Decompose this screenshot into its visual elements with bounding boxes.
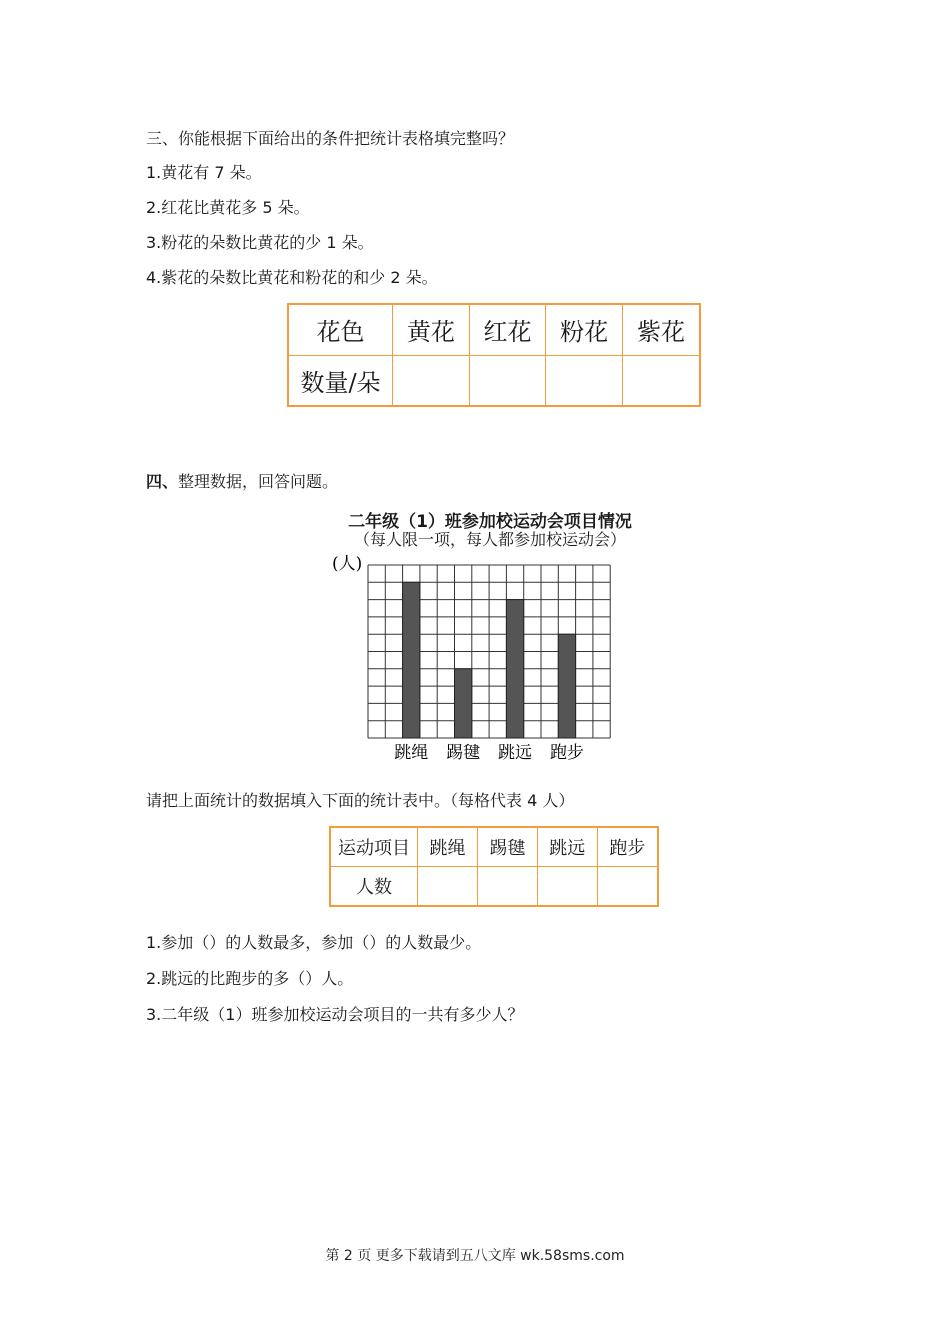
section4-instruction: 请把上面统计的数据填入下面的统计表中。（每格代表 4 人）: [146, 791, 575, 810]
flower-row-label: 数量/朵: [288, 355, 393, 406]
flower-value-cell[interactable]: [393, 355, 470, 406]
x-label: 跳远: [498, 743, 533, 763]
chart-subtitle: （每人限一项，每人都参加校运动会）: [353, 530, 626, 549]
condition-1: 1.黄花有 7 朵。: [146, 163, 262, 182]
page-footer: 第 2 页 更多下载请到五八文库 wk.58sms.com: [325, 1248, 625, 1264]
sport-value-cell[interactable]: [418, 867, 478, 907]
section4-title: [146, 472, 338, 492]
sport-table-header: [330, 827, 658, 867]
section3-title: 三、你能根据下面给出的条件把统计表格填完整吗？: [146, 129, 515, 148]
flower-header-cell: 红花: [469, 304, 546, 355]
flower-table: [287, 303, 701, 407]
condition-2: 2.红花比黄花多 5 朵。: [146, 198, 310, 217]
sport-header-cell: 跳绳: [418, 827, 478, 867]
sport-header-cell: 踢毽: [477, 827, 537, 867]
sport-header-cell: 跳远: [537, 827, 597, 867]
question-2: 2.跳远的比跑步的多（）人。: [146, 969, 354, 988]
condition-4: 4.紫花的朵数比黄花和粉花的和少 2 朵。: [146, 268, 438, 287]
sport-value-cell[interactable]: [597, 867, 658, 907]
bar-2: [506, 600, 523, 738]
flower-header-cell: 黄花: [393, 304, 470, 355]
section4-title-text: 整理数据，回答问题。: [178, 472, 339, 491]
sport-value-cell[interactable]: [477, 867, 537, 907]
bar-1: [455, 669, 472, 738]
flower-table-header: [288, 304, 700, 355]
bar-3: [558, 634, 575, 738]
flower-value-cell[interactable]: [469, 355, 546, 406]
flower-header-cell: 花色: [288, 304, 393, 355]
chart-x-labels: [394, 743, 584, 763]
question-3: 3.二年级（1）班参加校运动会项目的一共有多少人？: [146, 1005, 524, 1024]
bar-chart: [330, 550, 630, 765]
chart-ylabel: (人): [332, 554, 363, 574]
x-label: 踢毽: [446, 743, 481, 763]
question-1: 1.参加（）的人数最多，参加（）的人数最少。: [146, 933, 482, 952]
flower-header-cell: 粉花: [546, 304, 623, 355]
section4-title-number: 四、: [146, 472, 179, 491]
sport-table-row: [330, 867, 658, 907]
sport-header-cell: 运动项目: [330, 827, 418, 867]
flower-value-cell[interactable]: [546, 355, 623, 406]
sport-table: [329, 826, 659, 907]
flower-value-cell[interactable]: [623, 355, 700, 406]
flower-table-row: [288, 355, 700, 406]
x-label: 跑步: [549, 743, 584, 763]
sport-value-cell[interactable]: [537, 867, 597, 907]
sport-header-cell: 跑步: [597, 827, 658, 867]
sport-row-label: 人数: [330, 867, 418, 907]
chart-title: 二年级（1）班参加校运动会项目情况: [348, 512, 632, 532]
bar-0: [403, 582, 420, 738]
flower-header-cell: 紫花: [623, 304, 700, 355]
x-label: 跳绳: [394, 743, 429, 763]
condition-3: 3.粉花的朵数比黄花的少 1 朵。: [146, 233, 374, 252]
